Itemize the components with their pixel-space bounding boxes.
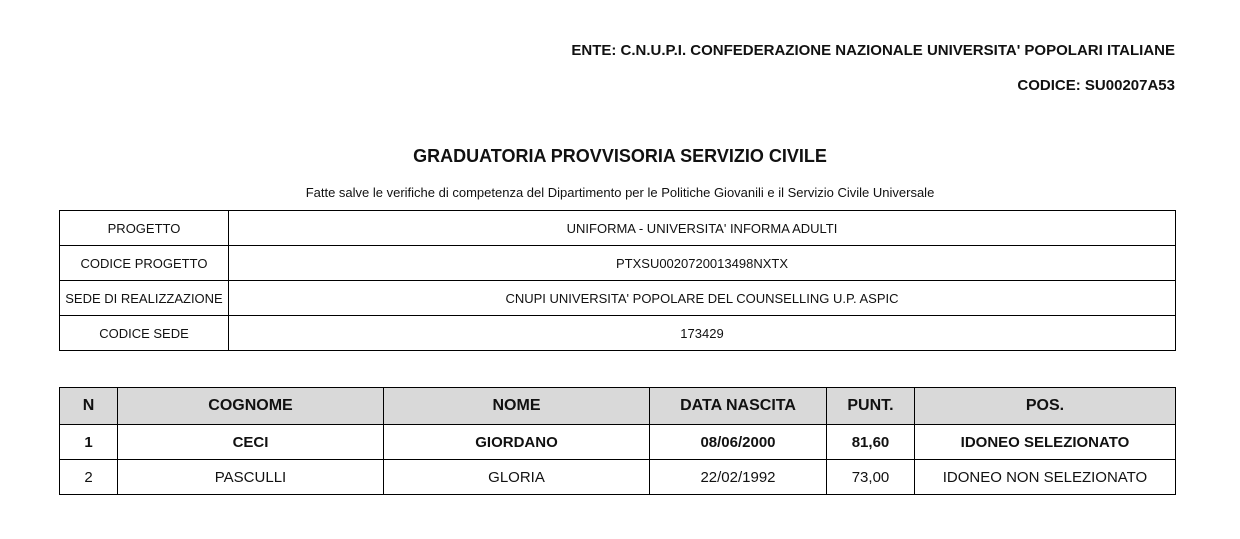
info-value: 173429 bbox=[229, 316, 1176, 351]
column-header-posizione: POS. bbox=[915, 388, 1176, 425]
cell-cognome: PASCULLI bbox=[118, 460, 384, 495]
cell-punteggio: 73,00 bbox=[827, 460, 915, 495]
cell-posizione: IDONEO NON SELEZIONATO bbox=[915, 460, 1176, 495]
cell-n: 2 bbox=[60, 460, 118, 495]
info-value: UNIFORMA - UNIVERSITA' INFORMA ADULTI bbox=[229, 211, 1176, 246]
cell-punteggio: 81,60 bbox=[827, 425, 915, 460]
info-label: CODICE SEDE bbox=[60, 316, 229, 351]
info-label: PROGETTO bbox=[60, 211, 229, 246]
ranking-table bbox=[59, 387, 1176, 495]
cell-nome: GLORIA bbox=[384, 460, 650, 495]
info-row-progetto bbox=[60, 211, 1176, 246]
project-info-table bbox=[59, 210, 1176, 351]
info-value: PTXSU0020720013498NXTX bbox=[229, 246, 1176, 281]
cell-posizione: IDONEO SELEZIONATO bbox=[915, 425, 1176, 460]
table-row bbox=[60, 425, 1176, 460]
info-row-codice-progetto bbox=[60, 246, 1176, 281]
table-header-row bbox=[60, 388, 1176, 425]
document-title: GRADUATORIA PROVVISORIA SERVIZIO CIVILE bbox=[413, 146, 827, 166]
column-header-cognome: COGNOME bbox=[118, 388, 384, 425]
info-label: SEDE DI REALIZZAZIONE bbox=[60, 281, 229, 316]
column-header-nome: NOME bbox=[384, 388, 650, 425]
table-row bbox=[60, 460, 1176, 495]
document-subtitle: Fatte salve le verifiche di competenza del Dipartimento per le Politiche Giovanili e il Servizio Civile Universale bbox=[305, 185, 935, 200]
cell-nome: GIORDANO bbox=[384, 425, 650, 460]
info-row-codice-sede bbox=[60, 316, 1176, 351]
ente-heading: ENTE: C.N.U.P.I. CONFEDERAZIONE NAZIONALE UNIVERSITA' POPOLARI ITALIANE bbox=[571, 42, 1175, 59]
column-header-punteggio: PUNT. bbox=[827, 388, 915, 425]
cell-data-nascita: 08/06/2000 bbox=[650, 425, 827, 460]
cell-cognome: CECI bbox=[118, 425, 384, 460]
info-label: CODICE PROGETTO bbox=[60, 246, 229, 281]
column-header-n: N bbox=[60, 388, 118, 425]
info-value: CNUPI UNIVERSITA' POPOLARE DEL COUNSELLING U.P. ASPIC bbox=[229, 281, 1176, 316]
cell-data-nascita: 22/02/1992 bbox=[650, 460, 827, 495]
codice-heading: CODICE: SU00207A53 bbox=[1017, 77, 1175, 94]
info-row-sede bbox=[60, 281, 1176, 316]
cell-n: 1 bbox=[60, 425, 118, 460]
column-header-data-nascita: DATA NASCITA bbox=[650, 388, 827, 425]
